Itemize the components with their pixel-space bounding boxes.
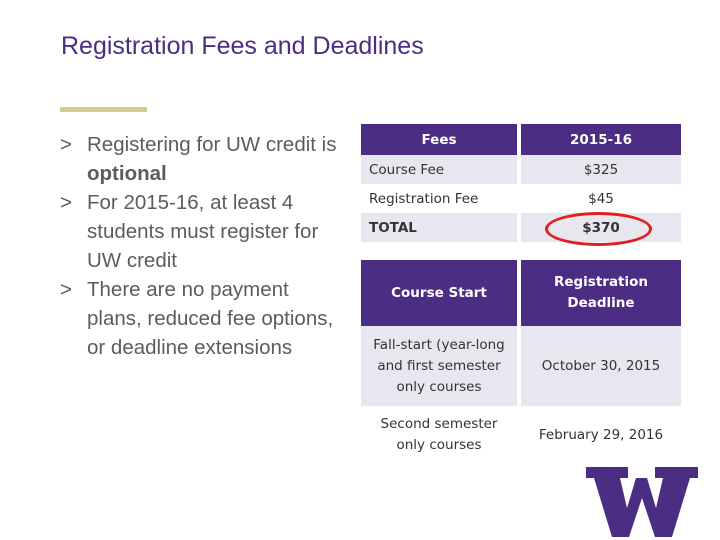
bullet-item [60, 275, 340, 362]
deadlines-table-header [361, 260, 681, 326]
deadline-cell: October 30, 2015 [519, 326, 681, 406]
table-row [361, 155, 681, 184]
uw-w-logo-icon [586, 465, 698, 537]
table-row [361, 184, 681, 213]
deadline-cell: February 29, 2016 [519, 406, 681, 464]
bullet-marker: > [60, 191, 72, 214]
title-accent-bar [60, 107, 147, 112]
course-start-cell: Second semester only courses [361, 406, 519, 464]
bullet-text: For 2015-16, at least 4 students must register for UW credit [87, 191, 319, 272]
fee-label: TOTAL [361, 213, 519, 242]
bullet-item [60, 188, 340, 275]
fee-amount: $370 [519, 213, 681, 242]
header-course-start: Course Start [361, 260, 519, 326]
total-highlight-circle [545, 212, 652, 246]
slide-title: Registration Fees and Deadlines [61, 32, 424, 60]
bullet-marker: > [60, 278, 72, 301]
fees-header-fees: Fees [361, 124, 519, 155]
bullet-text: There are no payment plans, reduced fee options, or deadline extensions [87, 278, 334, 359]
fee-amount: $325 [519, 155, 681, 184]
bullet-text-bold: optional [87, 162, 167, 185]
header-registration-deadline: Registration Deadline [519, 260, 681, 326]
table-row [361, 326, 681, 406]
fee-label: Course Fee [361, 155, 519, 184]
fees-table-header [361, 124, 681, 155]
bullet-item [60, 130, 340, 188]
deadlines-table [361, 260, 681, 464]
course-start-cell: Fall-start (year-long and first semester only courses [361, 326, 519, 406]
bullet-text: Registering for UW credit is [87, 133, 337, 156]
bullet-marker: > [60, 133, 72, 156]
fee-amount: $45 [519, 184, 681, 213]
fee-label: Registration Fee [361, 184, 519, 213]
table-row [361, 406, 681, 464]
bullet-list [60, 130, 340, 362]
fees-header-year: 2015-16 [519, 124, 681, 155]
